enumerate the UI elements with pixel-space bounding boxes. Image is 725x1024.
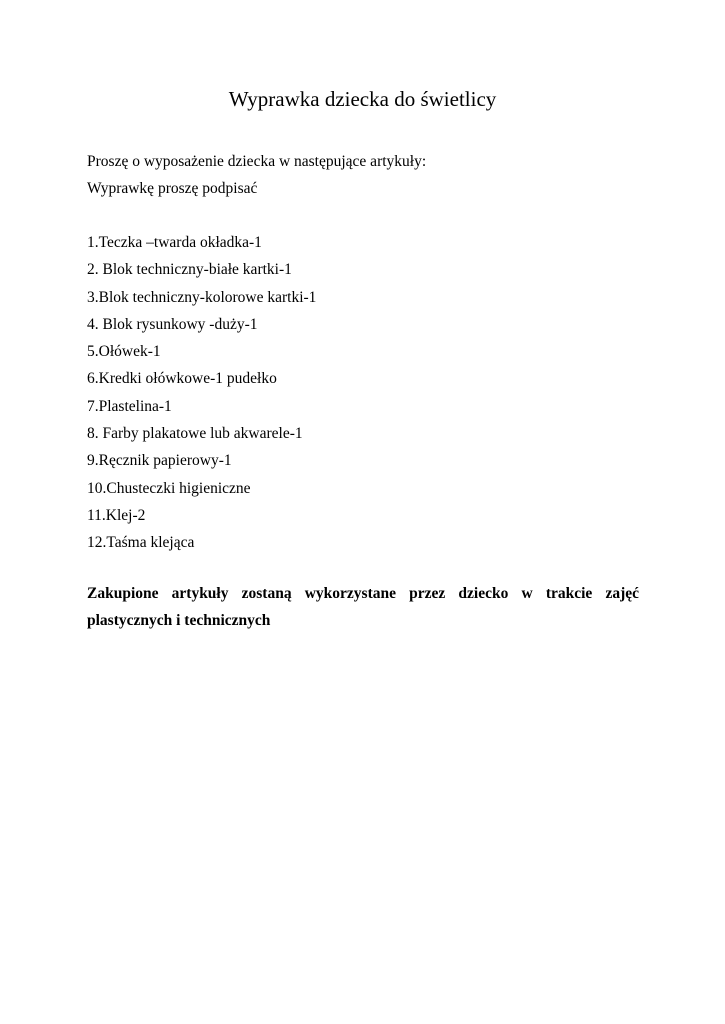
list-item: 12.Taśma klejąca: [87, 534, 195, 552]
list-item: 4. Blok rysunkowy -duży-1: [87, 315, 258, 333]
list-item: 8. Farby plakatowe lub akwarele-1: [87, 425, 303, 443]
list-item: 9.Ręcznik papierowy-1: [87, 452, 232, 470]
list-item: 1.Teczka –twarda okładka-1: [87, 234, 262, 251]
intro-line-request: Proszę o wyposażenie dziecka w następujące artykuły:: [87, 153, 427, 170]
list-item: 11.Klej-2: [87, 506, 146, 524]
list-item: 6.Kredki ołówkowe-1 pudełko: [87, 370, 277, 388]
supply-list: [87, 229, 639, 557]
list-item: 2. Blok techniczny-białe kartki-1: [87, 261, 292, 279]
list-item: 10.Chusteczki higieniczne: [87, 479, 251, 497]
intro-line-sign: Wyprawkę proszę podpisać: [87, 180, 258, 197]
list-item: 3.Blok techniczny-kolorowe kartki-1: [87, 288, 317, 306]
closing-note: Zakupione artykuły zostaną wykorzystane przez dziecko w trakcie zajęć plastycznych i technicznych: [87, 585, 639, 629]
intro-text: [87, 148, 639, 202]
list-item: 7.Plastelina-1: [87, 397, 172, 415]
list-item: 5.Ołówek-1: [87, 343, 161, 361]
document-title: Wyprawka dziecka do świetlicy: [228, 87, 497, 111]
